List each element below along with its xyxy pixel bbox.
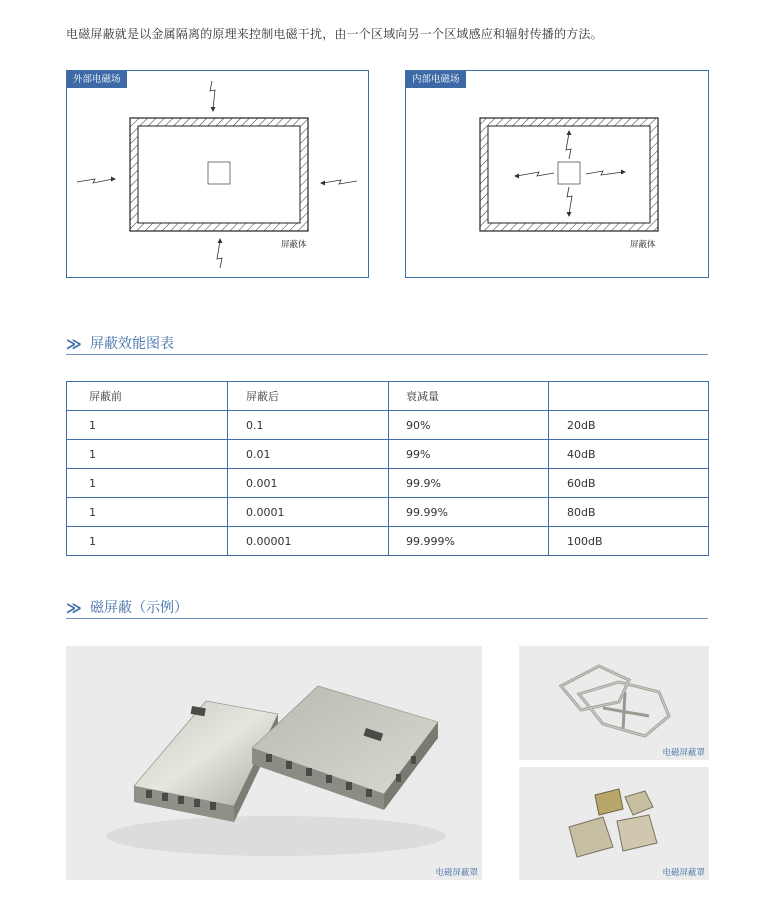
double-chevron-icon: ≫ xyxy=(66,335,82,353)
table-cell: 60dB xyxy=(549,469,709,498)
internal-field-illustration xyxy=(406,71,710,279)
section-effect-heading xyxy=(66,335,708,355)
table-row xyxy=(67,527,709,556)
shield-label: 屏蔽体 xyxy=(281,240,307,250)
table-cell: 80dB xyxy=(549,498,709,527)
photo-caption: 电磁屏蔽罩 xyxy=(435,868,478,878)
table-row xyxy=(67,498,709,527)
table-cell: 40dB xyxy=(549,440,709,469)
table-cell: 1 xyxy=(67,440,228,469)
table-cell: 1 xyxy=(67,498,228,527)
emitting-device xyxy=(558,162,580,184)
table-header-row xyxy=(67,382,709,411)
shield-can-photo-large xyxy=(66,646,482,880)
table-row xyxy=(67,440,709,469)
shield-frame-illustration xyxy=(519,646,709,760)
lid-part xyxy=(617,815,657,851)
field-arrow-left xyxy=(77,179,113,183)
table-cell: 100dB xyxy=(549,527,709,556)
table-cell: 99% xyxy=(389,440,549,469)
right-can-top xyxy=(252,686,438,794)
table-header-cell: 衰减量 xyxy=(389,382,549,411)
table-cell: 0.0001 xyxy=(228,498,389,527)
table-cell: 90% xyxy=(389,411,549,440)
table-cell: 20dB xyxy=(549,411,709,440)
table-header-cell: 屏蔽前 xyxy=(67,382,228,411)
table-cell: 99.9% xyxy=(389,469,549,498)
field-arrow-right xyxy=(323,180,357,184)
shield-can-illustration xyxy=(66,646,482,880)
double-chevron-icon: ≫ xyxy=(66,599,82,617)
effectiveness-table xyxy=(66,381,709,556)
table-cell: 1 xyxy=(67,527,228,556)
table-cell: 99.999% xyxy=(389,527,549,556)
table-cell: 0.001 xyxy=(228,469,389,498)
table-row xyxy=(67,469,709,498)
table-cell: 1 xyxy=(67,411,228,440)
external-field-diagram xyxy=(66,70,369,278)
shield-label: 屏蔽体 xyxy=(630,240,656,250)
protected-device xyxy=(208,162,230,184)
shield-lids-photo xyxy=(519,767,709,880)
table-cell: 99.99% xyxy=(389,498,549,527)
lid-part xyxy=(595,789,623,815)
shield-lids-illustration xyxy=(519,767,709,880)
internal-field-diagram xyxy=(405,70,709,278)
field-arrow-top xyxy=(210,81,215,109)
diagram-tag: 外部电磁场 xyxy=(67,71,127,88)
table-row xyxy=(67,411,709,440)
section-title: 磁屏蔽（示例） xyxy=(90,600,188,616)
shield-frame-photo xyxy=(519,646,709,760)
photo-caption: 电磁屏蔽罩 xyxy=(662,868,705,878)
external-field-illustration xyxy=(67,71,370,279)
table-cell: 1 xyxy=(67,469,228,498)
lid-part xyxy=(569,817,613,857)
table-header-cell xyxy=(549,382,709,411)
shadow xyxy=(106,816,446,856)
section-title: 屏蔽效能图表 xyxy=(90,336,174,352)
section-example-heading xyxy=(66,599,708,619)
field-arrow-bottom xyxy=(217,241,222,268)
table-cell: 0.00001 xyxy=(228,527,389,556)
table-cell: 0.01 xyxy=(228,440,389,469)
table-cell: 0.1 xyxy=(228,411,389,440)
lid-part xyxy=(625,791,653,815)
photo-caption: 电磁屏蔽罩 xyxy=(662,748,705,758)
intro-text: 电磁屏蔽就是以金属隔离的原理来控制电磁干扰，由一个区域向另一个区域感应和辐射传播的方法。 xyxy=(66,27,603,41)
diagram-tag: 内部电磁场 xyxy=(406,71,466,88)
table-header-cell: 屏蔽后 xyxy=(228,382,389,411)
